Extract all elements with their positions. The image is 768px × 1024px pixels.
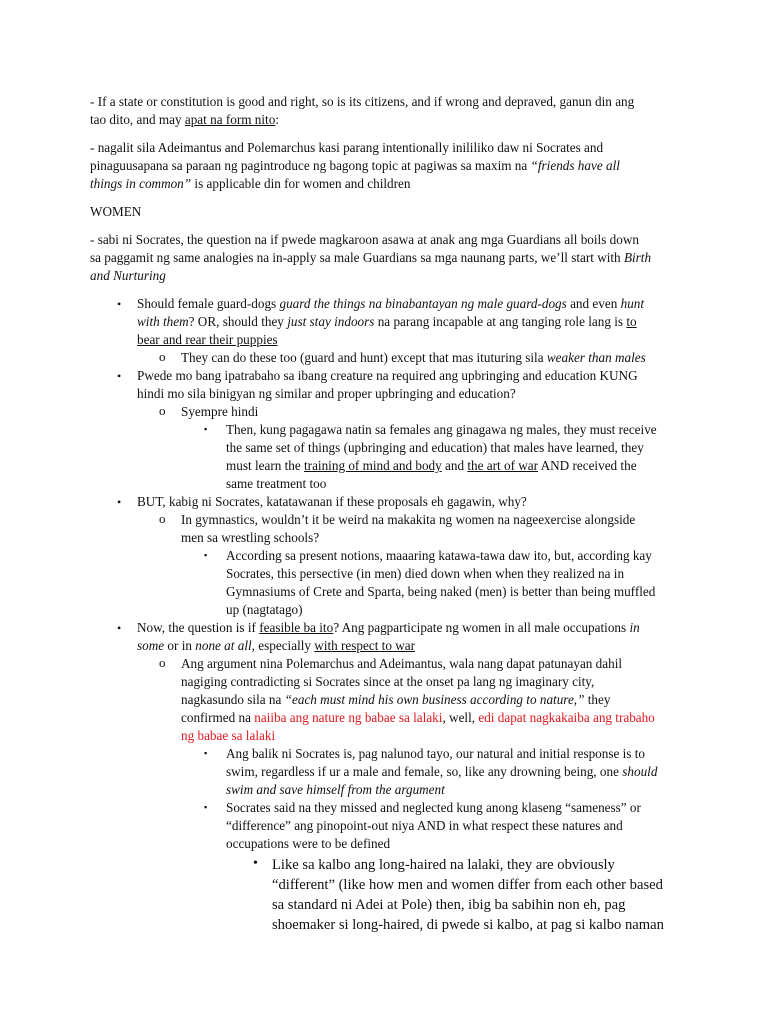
bullet-2-sq-line-1: Then, kung pagagawa natin sa females ang ginagawa ng males, they must receive xyxy=(226,422,657,437)
circle-marker: o xyxy=(159,655,166,670)
bullet-4-sq1-line-1: Ang balik ni Socrates is, pag nalunod tayo, our natural and initial response is to xyxy=(226,746,645,761)
bullet-2-line-1: Pwede mo bang ipatrabaho sa ibang creature na required ang upbringing and education KUNG xyxy=(137,368,638,383)
bullet-3-line-1: BUT, kabig ni Socrates, katatawanan if these proposals eh gagawin, why? xyxy=(137,494,527,509)
circle-marker: o xyxy=(159,349,166,364)
bullet-4-sub-line-2: nagiging contradicting si Socrates since at the onset pa lang ng imaginary city, xyxy=(181,674,595,689)
paragraph-2-line-1: - nagalit sila Adeimantus and Polemarchus kasi parang intentionally inililiko daw ni Socrates and xyxy=(90,140,604,155)
deep-bullet-line-3: sa standard ni Adei at Pole) then, ibig ba sabihin non eh, pag xyxy=(272,897,626,913)
bullet-4-sq2-line-2: “difference” ang pinopoint-out niya AND in what respect these natures and xyxy=(226,818,623,833)
bullet-4-sq1-line-3: swim and save himself from the argument xyxy=(226,782,445,797)
deep-bullet-line-2: “different” (like how men and women differ from each other based xyxy=(272,877,663,893)
paragraph-2-line-2: pinaguusapana sa paraan ng pagintroduce ng bagong topic at pagiwas sa maxim na “friends have all xyxy=(90,158,620,173)
bullet-3-sq-line-1: According sa present notions, maaaring katawa-tawa daw ito, but, according kay xyxy=(226,548,652,563)
bullet-marker: • xyxy=(117,369,122,383)
bullet-3-sq-line-4: up (nagtatago) xyxy=(226,602,303,617)
bullet-2-sq-line-3: must learn the training of mind and body and the art of war AND received the xyxy=(226,458,637,473)
bullet-marker: • xyxy=(253,856,258,871)
women-heading: WOMEN xyxy=(90,204,142,219)
paragraph-3-line-2: sa paggamit ng same analogies na in-apply sa male Guardians sa mga naunang parts, we’ll start with Birth xyxy=(90,250,652,265)
form-link: apat na form nito xyxy=(184,112,276,127)
paragraph-3-line-3: and Nurturing xyxy=(90,268,166,283)
deep-bullet-line-1: Like sa kalbo ang long-haired na lalaki, they are obviously xyxy=(272,857,615,873)
bullet-marker: • xyxy=(117,297,122,311)
bullet-4-sq2-line-1: Socrates said na they missed and neglected kung anong klaseng “sameness” or xyxy=(226,800,641,815)
bullet-4-line-1: Now, the question is if feasible ba ito? Ang pagparticipate ng women in all male occupations in xyxy=(137,620,640,635)
bullet-1-line-3: bear and rear their puppies xyxy=(137,332,278,347)
deep-bullet-line-4: shoemaker si long-haired, di pwede si kalbo, at pag si kalbo naman xyxy=(272,917,664,933)
bullet-4-sq2-line-3: occupations were to be defined xyxy=(226,836,391,851)
square-marker: ▪ xyxy=(204,748,208,758)
bullet-1-sub-1: They can do these too (guard and hunt) except that mas ituturing sila weaker than males xyxy=(181,350,646,365)
bullet-3-sq-line-2: Socrates, this persective (in men) died down when when they realized na in xyxy=(226,566,625,581)
square-marker: ▪ xyxy=(204,802,208,812)
circle-marker: o xyxy=(159,403,166,418)
paragraph-1-line-2: tao dito, and may apat na form nito: xyxy=(90,112,279,127)
bullet-4-line-2: some or in none at all, especially with respect to war xyxy=(137,638,415,653)
bullet-3-sub-line-1: In gymnastics, wouldn’t it be weird na makakita ng women na nageexercise alongside xyxy=(181,512,636,527)
bullet-2-sq-line-4: same treatment too xyxy=(226,476,327,491)
bullet-2-sub-1: Syempre hindi xyxy=(181,404,259,419)
bullet-4-sub-line-1: Ang argument nina Polemarchus and Adeimantus, wala nang dapat patunayan dahil xyxy=(181,656,623,671)
paragraph-3-line-1: - sabi ni Socrates, the question na if pwede magkaroon asawa at anak ang mga Guardians all boils down xyxy=(90,232,639,247)
bullet-2-sq-line-2: the same set of things (upbringing and education) that males have learned, they xyxy=(226,440,644,455)
circle-marker: o xyxy=(159,511,166,526)
paragraph-2-line-3: things in common” is applicable din for women and children xyxy=(90,176,411,191)
bullet-4-sub-line-3: nagkasundo sila na “each must mind his own business according to nature,” they xyxy=(181,692,611,707)
bullet-1-line-1: Should female guard-dogs guard the things na binabantayan ng male guard-dogs and even hunt xyxy=(137,296,645,311)
bullet-4-sub-line-5: ng babae sa lalaki xyxy=(181,728,276,743)
paragraph-1-line-1: - If a state or constitution is good and right, so is its citizens, and if wrong and depraved, ganun din ang xyxy=(90,94,635,109)
bullet-3-sub-line-2: men sa wrestling schools? xyxy=(181,530,320,545)
bullet-4-sq1-line-2: swim, regardless if ur a male and female, so, like any drowning being, one should xyxy=(226,764,658,779)
bullet-4-sub-line-4: confirmed na naiiba ang nature ng babae sa lalaki, well, edi dapat nagkakaiba ang trabaho xyxy=(181,710,655,725)
square-marker: ▪ xyxy=(204,550,208,560)
bullet-marker: • xyxy=(117,621,122,635)
square-marker: ▪ xyxy=(204,424,208,434)
bullet-marker: • xyxy=(117,495,122,509)
bullet-1-line-2: with them? OR, should they just stay indoors na parang incapable at ang tanging role lang is to xyxy=(137,314,637,329)
bullet-3-sq-line-3: Gymnasiums of Crete and Sparta, being naked (men) is better than being muffled xyxy=(226,584,656,599)
bullet-2-line-2: hindi mo sila binigyan ng similar and proper upbringing and education? xyxy=(137,386,516,401)
